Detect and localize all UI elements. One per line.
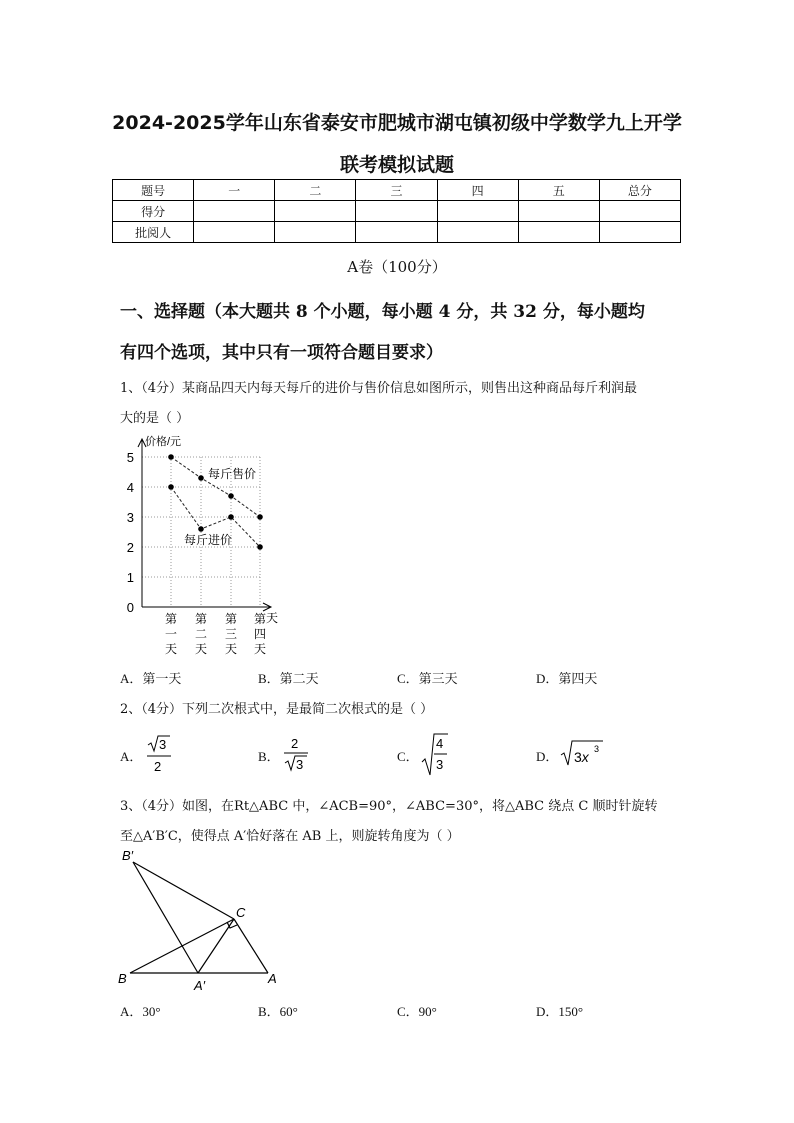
q3-option-c[interactable]: C．90°: [397, 1004, 437, 1019]
x-tick-label: 第: [253, 612, 267, 626]
x-tick-label: 一: [164, 627, 178, 641]
y-tick-label: 3: [126, 510, 134, 525]
x-tick-label: 天: [194, 642, 208, 656]
q1-option-d[interactable]: D．第四天: [536, 671, 598, 686]
score-cell: 二: [275, 180, 356, 201]
svg-text:4: 4: [436, 736, 444, 751]
point-a-prime: A′: [194, 978, 206, 993]
q2-option-b-expression[interactable]: [281, 732, 311, 776]
q1-line1: 1、（4分）某商品四天内每天每斤的进价与售价信息如图所示，则售出这种商品每斤利润最: [120, 381, 638, 396]
score-cell: [194, 222, 275, 243]
score-cell: [518, 222, 599, 243]
section-a-heading: A卷（100分）: [347, 258, 447, 276]
y-tick-label: 5: [126, 450, 134, 465]
chart-y-label: 价格/元: [145, 436, 182, 448]
y-tick-label: 0: [126, 600, 134, 615]
svg-text:2: 2: [154, 759, 162, 774]
q1-option-a[interactable]: A．第一天: [120, 671, 182, 686]
score-cell: [437, 201, 518, 222]
svg-text:3: 3: [436, 757, 444, 772]
series-label: 每斤售价: [208, 467, 257, 481]
score-cell: [599, 222, 680, 243]
point-b-prime: B′: [122, 848, 134, 863]
score-cell: [356, 201, 437, 222]
q3-line1: 3、（4分）如图，在Rt△ABC 中，∠ACB=90°，∠ABC=30°，将△ABC 绕点 C 顺时针旋转: [120, 799, 658, 814]
q1-option-c[interactable]: C．第三天: [397, 671, 458, 686]
x-tick-label: 天: [164, 642, 178, 656]
x-tick-label: 二: [194, 627, 208, 641]
chart-y-ticks: [127, 450, 134, 615]
score-table-header: [113, 180, 681, 201]
score-cell: [275, 222, 356, 243]
q2-option-b-label[interactable]: B．: [258, 749, 280, 764]
q2-option-d-expression[interactable]: [559, 738, 605, 768]
q1-option-b[interactable]: B．第二天: [258, 671, 319, 686]
q2-option-c-expression[interactable]: [420, 732, 450, 778]
q1-price-chart: [118, 430, 298, 660]
x-tick-label: 天: [253, 642, 267, 656]
svg-text:3: 3: [296, 757, 304, 772]
q2-line1: 2、（4分）下列二次根式中，是最简二次根式的是（ ）: [120, 702, 434, 717]
x-tick-label: 第: [164, 612, 178, 626]
data-point: [168, 484, 174, 490]
q3-option-d[interactable]: D．150°: [536, 1004, 584, 1019]
q3-triangle-figure: [110, 845, 290, 995]
q2-option-d-label[interactable]: D．: [536, 749, 559, 764]
score-cell: [356, 222, 437, 243]
q3-option-b[interactable]: B．60°: [258, 1004, 298, 1019]
data-point: [257, 514, 263, 520]
chart-x-ticks: [165, 612, 266, 656]
q2-option-c-label[interactable]: C．: [397, 749, 419, 764]
x-tick-label: 天: [224, 642, 238, 656]
data-point: [228, 514, 234, 520]
data-point: [168, 454, 174, 460]
data-point: [198, 526, 204, 532]
score-cell: 四: [437, 180, 518, 201]
point-b: B: [118, 971, 127, 986]
svg-text:3x: 3x: [574, 749, 589, 765]
score-cell: 一: [194, 180, 275, 201]
score-cell: 得分: [113, 201, 194, 222]
score-table-row: [113, 222, 681, 243]
score-cell: [518, 201, 599, 222]
score-cell: 题号: [113, 180, 194, 201]
data-point: [257, 544, 263, 550]
chart-series: [168, 454, 263, 550]
x-tick-label: 四: [253, 627, 267, 641]
y-tick-label: 1: [126, 570, 134, 585]
score-table: [112, 179, 681, 243]
y-tick-label: 2: [126, 540, 134, 555]
score-cell: [599, 201, 680, 222]
part1-line2: 有四个选项，其中只有一项符合题目要求）: [120, 343, 443, 363]
chart-x-label: 天: [266, 611, 279, 625]
score-cell: 五: [518, 180, 599, 201]
q3-option-a[interactable]: A．30°: [120, 1004, 161, 1019]
score-cell: [275, 201, 356, 222]
point-c: C: [236, 905, 246, 920]
x-tick-label: 三: [224, 627, 238, 641]
doc-title-line1: 2024-2025学年山东省泰安市肥城市湖屯镇初级中学数学九上开学: [112, 112, 682, 134]
q1-line2: 大的是（ ）: [120, 411, 190, 426]
point-a: A: [268, 971, 277, 986]
x-tick-label: 第: [224, 612, 238, 626]
data-point: [198, 475, 204, 481]
score-cell: [194, 201, 275, 222]
q2-option-a-expression[interactable]: [144, 732, 174, 776]
score-cell: 总分: [599, 180, 680, 201]
doc-title-line2: 联考模拟试题: [339, 154, 454, 176]
svg-text:3: 3: [159, 737, 167, 752]
score-table-row: [113, 201, 681, 222]
q3-line2: 至△A′B′C，使得点 A′恰好落在 AB 上，则旋转角度为（ ）: [120, 829, 460, 844]
part1-line1: 一、选择题（本大题共 8 个小题，每小题 4 分，共 32 分，每小题均: [120, 302, 645, 322]
score-cell: 批阅人: [113, 222, 194, 243]
chart-axes: [138, 439, 271, 611]
svg-text:3: 3: [594, 744, 600, 754]
svg-text:2: 2: [291, 736, 299, 751]
score-cell: [437, 222, 518, 243]
x-tick-label: 第: [194, 612, 208, 626]
y-tick-label: 4: [126, 480, 134, 495]
series-label: 每斤进价: [184, 533, 233, 547]
score-cell: 三: [356, 180, 437, 201]
q2-option-a-label[interactable]: A．: [120, 749, 143, 764]
data-point: [228, 493, 234, 499]
